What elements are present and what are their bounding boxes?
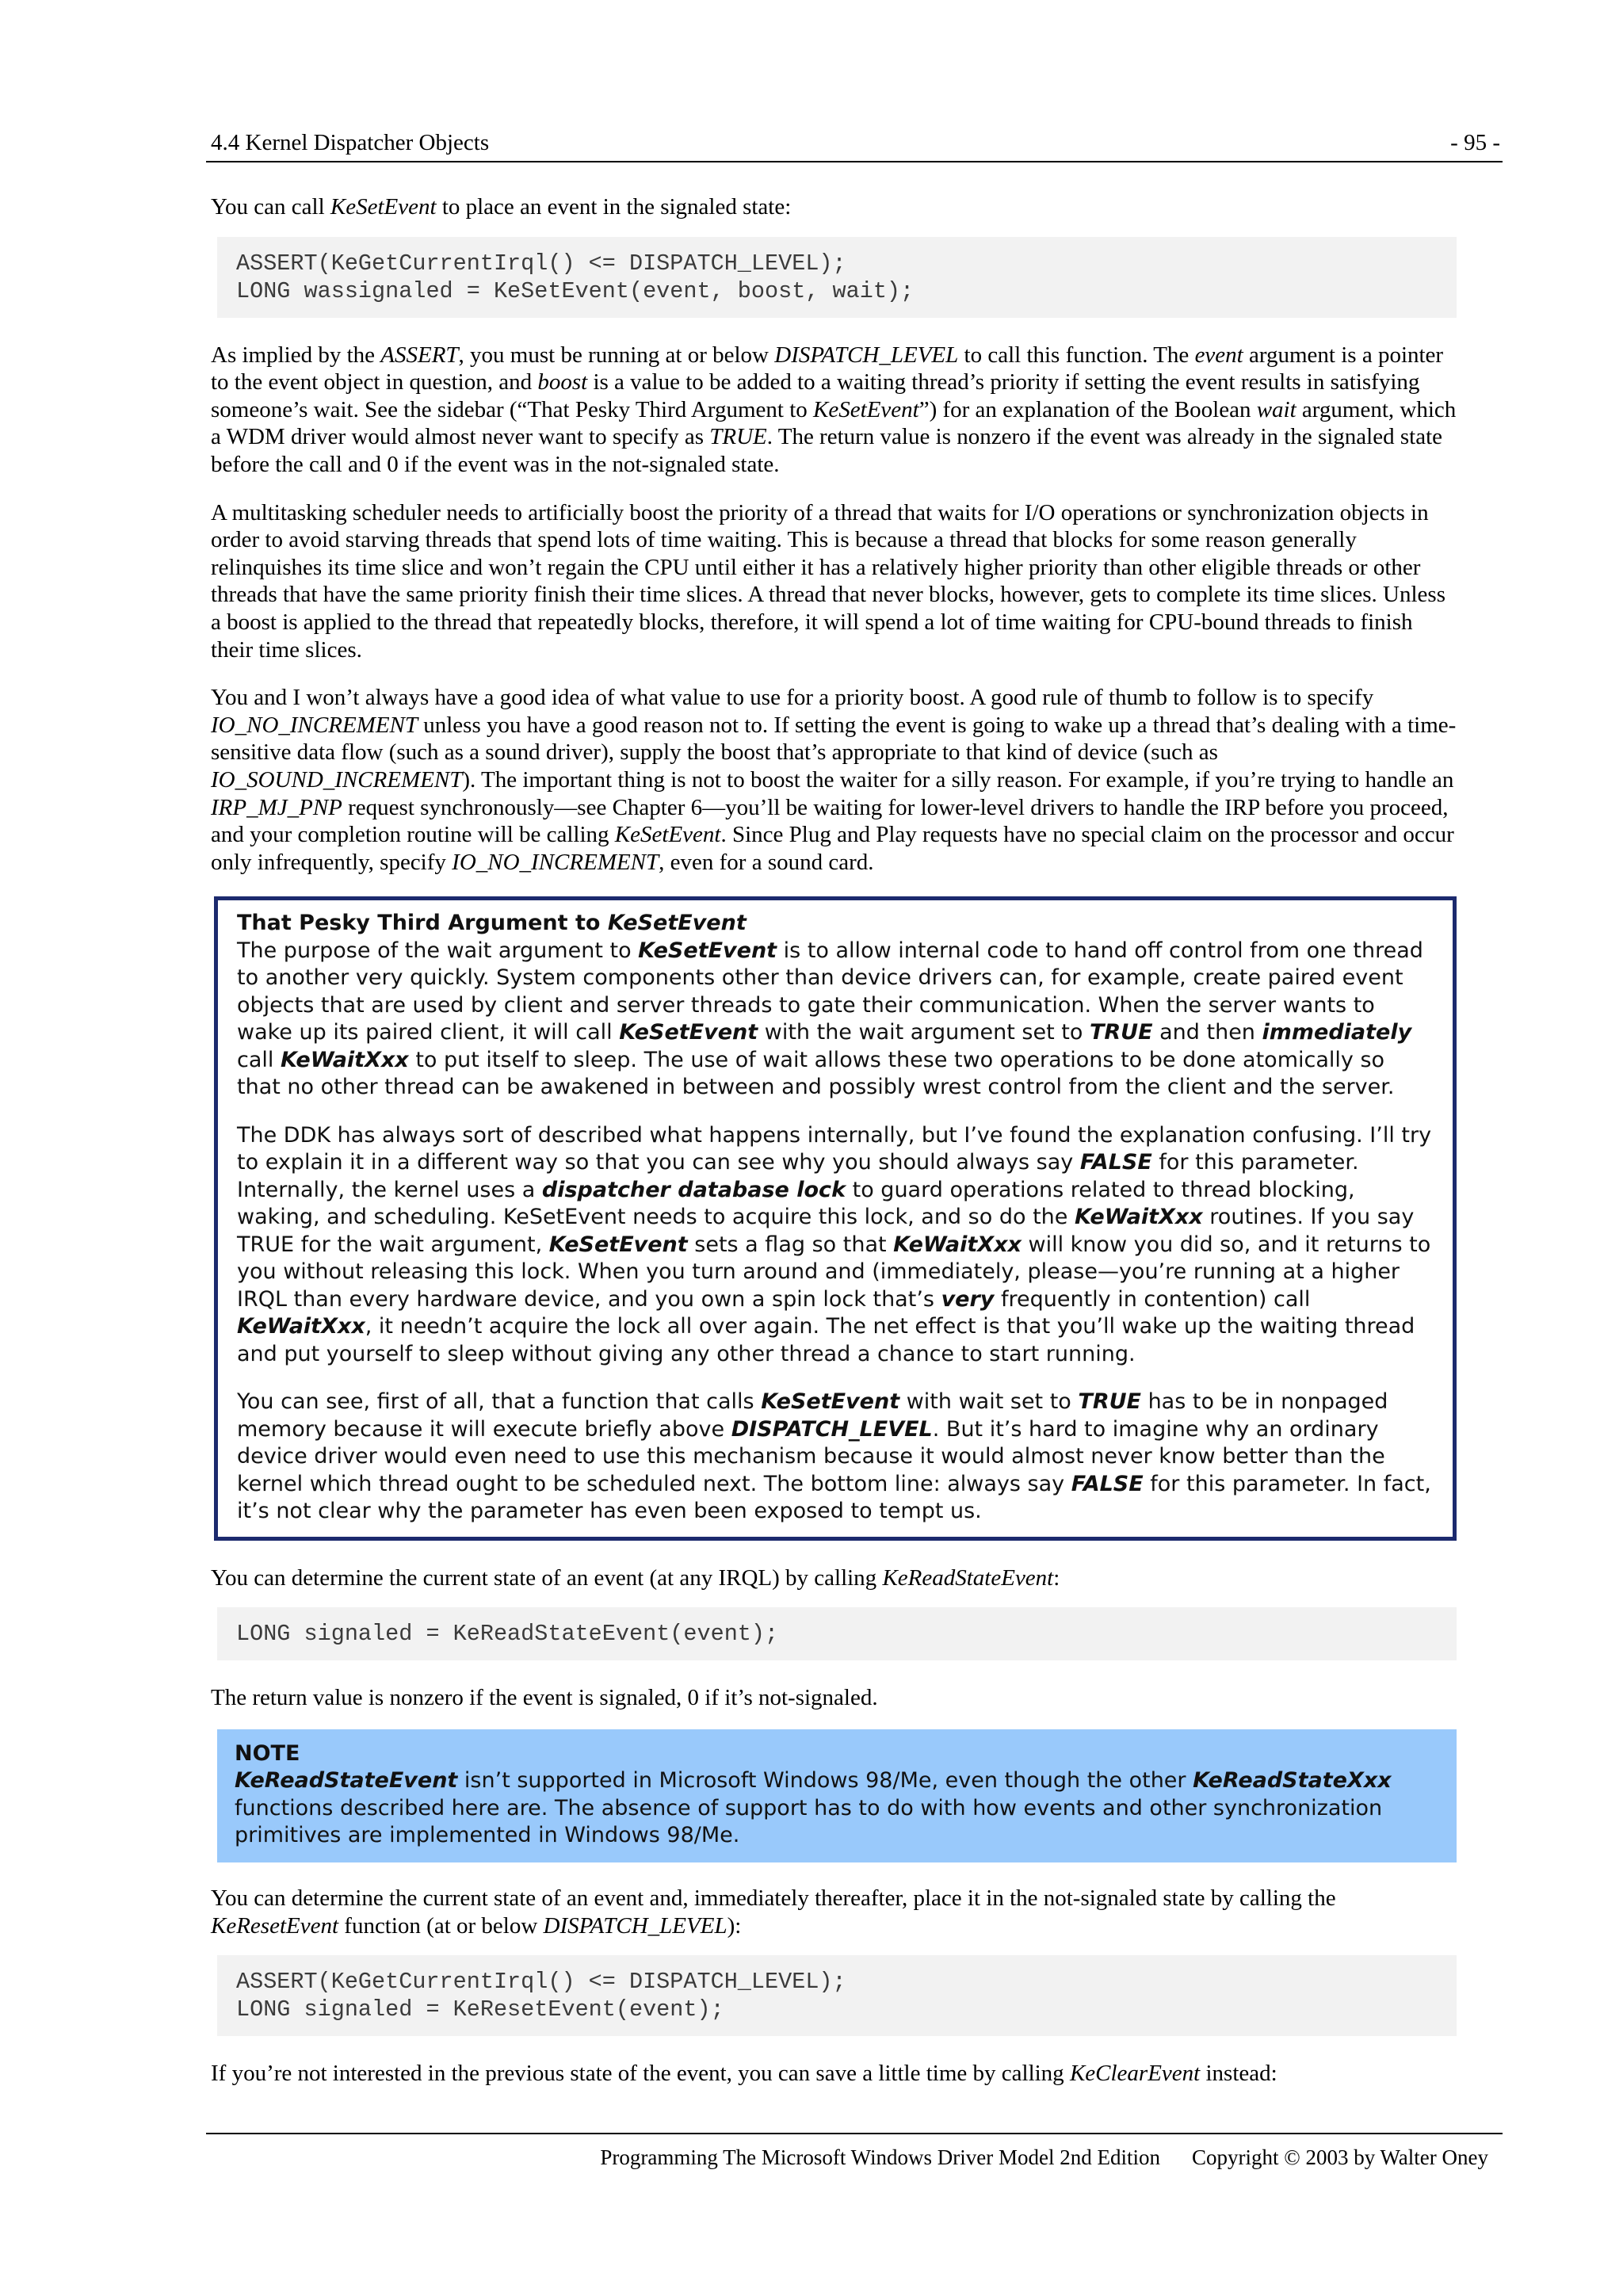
paragraph-priority-boost (211, 684, 1457, 876)
text-bold-italic: KeWaitXxx (893, 1232, 1022, 1257)
code-line: ASSERT(KeGetCurrentIrql() <= DISPATCH_LEVEL); (236, 1969, 846, 1996)
text-run: The purpose of the wait argument to (237, 938, 639, 963)
text-run: . Since Plug and Play requests have no special claim on the processor and occur only infrequently, specify (211, 822, 1454, 875)
paragraph-scheduler-boost: A multitasking scheduler needs to artificially boost the priority of a thread that waits for I/O operations or synchronization objects in order to avoid starving threads that spend lots of time waiting. This is because a thread that blocks for some reason generally relinquishes its time slice and won’t regain the CPU until either it has a relatively higher priority than other eligible threads or other threads that have the same priority finish their time slices. A thread that never blocks, however, gets to complete its time slices. Unless a boost is applied to the thread that repeatedly blocks, therefore, it will spend a lot of time waiting for CPU-bound threads to finish their time slices. (211, 499, 1445, 663)
text-run: The DDK has always sort of described what happens internally, but I’ve found the explanation confusing. I’ll try to explain it in a different way so that you can see why you should always say (237, 1122, 1432, 1175)
text-italic: KeSetEvent (330, 194, 437, 220)
sidebar-paragraph (237, 938, 1434, 1102)
code-block-kesetevent (217, 237, 1457, 318)
text-run: with the wait argument set to (758, 1020, 1090, 1045)
header-rule (206, 161, 1503, 162)
text-run: You can determine the current state of an event (at any IRQL) by calling (211, 1564, 883, 1591)
text-italic: KeReadStateEvent (882, 1564, 1054, 1591)
text-run: with wait set to (899, 1389, 1079, 1415)
text-italic: IO_SOUND_INCREMENT (211, 766, 463, 793)
text-run: . The return value is nonzero if the event was already in the signaled state before the call and 0 if the event was in the not-signaled state. (211, 424, 1442, 477)
text-bold-italic: KeSetEvent (638, 938, 777, 963)
text-run: frequently in contention) call (994, 1286, 1311, 1312)
text-bold-italic: KeWaitXxx (280, 1047, 409, 1072)
code-line: ASSERT(KeGetCurrentIrql() <= DISPATCH_LEVEL); (236, 250, 846, 277)
text-run: for this parameter. Internally, the kernel uses a (237, 1150, 1359, 1202)
text-run: sets a flag so that (687, 1232, 894, 1257)
text-italic: wait (1256, 396, 1296, 422)
text-italic: KeSetEvent (607, 911, 747, 936)
text-run: to guard operations related to thread blocking, waking, and scheduling. KeSetEvent needs to acquire this lock, and so do the (237, 1177, 1355, 1230)
text-run: argument, which a WDM driver would almost never want to specify as (211, 396, 1457, 450)
code-block-keresetevent (217, 1955, 1457, 2036)
text-run: function (at or below (338, 1912, 544, 1939)
note-box (217, 1729, 1457, 1862)
code-block-kereadstateevent (217, 1607, 1457, 1660)
paragraph-keclearevent (211, 2060, 1457, 2088)
text-run: , it needn’t acquire the lock all over again. The net effect is that you’ll wake up the waiting thread and put yourself to sleep without giving any other thread a chance to start running. (237, 1314, 1415, 1366)
text-bold-italic: KeSetEvent (761, 1389, 900, 1415)
text-italic: boost (537, 369, 588, 395)
text-run: request synchronously—see Chapter 6—you’ll be waiting for lower-level drivers to handle the IRP before you proceed, and your completion routine will be calling (211, 794, 1449, 848)
note-title: NOTE (235, 1740, 300, 1766)
text-italic: DISPATCH_LEVEL (774, 342, 959, 368)
text-italic: event (1194, 342, 1243, 368)
text-bold-italic: FALSE (1071, 1471, 1144, 1496)
text-bold-italic: KeReadStateEvent (235, 1768, 458, 1794)
text-bold-italic: very (941, 1286, 995, 1312)
text-bold-italic: KeWaitXxx (1074, 1205, 1203, 1230)
text-bold-italic: KeWaitXxx (237, 1314, 365, 1339)
text-run: , you must be running at or below (458, 342, 775, 368)
running-header (208, 130, 1503, 162)
text-run: and then (1152, 1020, 1262, 1045)
text-run: You and I won’t always have a good idea of what value to use for a priority boost. A good rule of thumb to follow is to specify (211, 685, 1374, 711)
text-run: ). The important thing is not to boost the waiter for a silly reason. For example, if you’re trying to handle an (462, 766, 1454, 793)
paragraph-kesetevent-intro (211, 193, 1457, 221)
text-run: : (1053, 1564, 1060, 1591)
note-text (235, 1767, 1439, 1850)
paragraph-kesetevent-args (211, 342, 1457, 479)
text-italic: KeSetEvent (813, 396, 919, 422)
text-run: is a value to be added to a waiting thread’s priority if setting the event results in satisfying someone’s wait. See the sidebar (“That Pesky Third Argument to (211, 369, 1420, 422)
text-run: . But it’s hard to imagine why an ordinary device driver would even need to use this mechanism because it would almost never know better than the kernel which thread ought to be scheduled next. The bottom line: always say (237, 1416, 1385, 1496)
text-bold-italic: KeSetEvent (619, 1020, 758, 1045)
text-italic: IO_NO_INCREMENT (452, 849, 659, 875)
section-title: 4.4 Kernel Dispatcher Objects (211, 130, 490, 155)
code-line: LONG wassignaled = KeSetEvent(event, boost, wait); (236, 277, 915, 304)
text-run: ): (727, 1912, 742, 1939)
text-run: unless you have a good reason not to. If setting the event is going to wake up a thread that’s dealing with a time-sensitive data flow (such as a sound driver), supply the boost that’s appropriate to that kind of device (such as (211, 712, 1457, 766)
text-run: That Pesky Third Argument to (237, 911, 608, 936)
text-run: to call this function. The (958, 342, 1195, 368)
text-run: You can call (211, 194, 330, 220)
text-run: instead: (1200, 2061, 1277, 2087)
page-number: - 95 - (1450, 130, 1500, 155)
text-bold-italic: dispatcher database lock (541, 1177, 846, 1202)
text-run: for this parameter. In fact, it’s not clear why the parameter has even been exposed to tempt us. (237, 1471, 1431, 1524)
footer-rule (206, 2133, 1503, 2134)
text-run: , even for a sound card. (659, 849, 874, 875)
text-bold-italic: DISPATCH_LEVEL (731, 1416, 933, 1442)
code-line: LONG signaled = KeReadStateEvent(event); (236, 1621, 779, 1648)
text-italic: KeResetEvent (211, 1912, 339, 1939)
text-run: to put itself to sleep. The use of wait allows these two operations to be done atomically so that no other thread can be awakened in between and possibly wrest control from the client and the server. (237, 1047, 1395, 1100)
text-italic: IRP_MJ_PNP (211, 794, 342, 820)
text-run: ”) for an explanation of the Boolean (918, 396, 1257, 422)
book-title: Programming The Microsoft Windows Driver Model 2nd Edition (600, 2145, 1160, 2169)
text-run: has to be in nonpaged memory because it will execute briefly above (237, 1389, 1388, 1442)
code-line: LONG signaled = KeResetEvent(event); (236, 1996, 724, 2023)
text-run: isn’t supported in Microsoft Windows 98/Me, even though the other (457, 1768, 1193, 1794)
text-run: As implied by the (211, 342, 381, 368)
paragraph-return-value: The return value is nonzero if the event is signaled, 0 if it’s not-signaled. (211, 1685, 878, 1711)
text-italic: KeClearEvent (1069, 2061, 1201, 2087)
paragraph-kereadstateevent (211, 1564, 1457, 1592)
text-run: will know you did so, and it returns to you without releasing this lock. When you turn around and (immediately, please—you’re running at a higher IRQL than every hardware device, and you own a spin lock that’s (237, 1232, 1431, 1312)
page-body (211, 193, 1457, 2108)
text-italic: DISPATCH_LEVEL (543, 1912, 727, 1939)
text-run: You can see, first of all, that a function that calls (237, 1389, 762, 1415)
text-run: If you’re not interested in the previous state of the event, you can save a little time by calling (211, 2061, 1070, 2087)
text-bold-italic: FALSE (1079, 1150, 1152, 1175)
copyright: Copyright © 2003 by Walter Oney (1191, 2145, 1488, 2169)
text-run: routines. If you say TRUE for the wait argument, (237, 1205, 1415, 1257)
sidebar-paragraph (237, 1389, 1434, 1526)
sidebar-paragraph (237, 1122, 1434, 1369)
text-bold-italic: KeSetEvent (548, 1232, 688, 1257)
sidebar-title (237, 910, 1434, 938)
text-run: You can determine the current state of an event and, immediately thereafter, place it in the not-signaled state by calling the (211, 1885, 1336, 1911)
text-run: call (237, 1047, 281, 1072)
text-italic: TRUE (709, 424, 767, 450)
text-run: is to allow internal code to hand off control from one thread to another very quickly. System components other than device drivers can, for example, create paired event objects that are used by client and server threads to gate their communication. When the server wants to wake up its paired client, it will call (237, 938, 1423, 1045)
text-italic: ASSERT (380, 342, 459, 368)
text-run: functions described here are. The absence of support has to do with how events and other synchronization primitives are implemented in Windows 98/Me. (235, 1795, 1383, 1848)
sidebar-box (214, 896, 1457, 1541)
text-bold-italic: KeReadStateXxx (1193, 1768, 1392, 1794)
text-bold-italic: immediately (1262, 1020, 1412, 1045)
text-run: to place an event in the signaled state: (436, 194, 792, 220)
text-bold-italic: TRUE (1078, 1389, 1141, 1415)
text-bold-italic: TRUE (1089, 1020, 1153, 1045)
running-footer (600, 2145, 1488, 2170)
text-italic: IO_NO_INCREMENT (211, 712, 418, 738)
text-italic: KeSetEvent (614, 822, 721, 848)
paragraph-keresetevent (211, 1885, 1457, 1939)
text-run: argument is a pointer to the event object in question, and (211, 342, 1444, 395)
